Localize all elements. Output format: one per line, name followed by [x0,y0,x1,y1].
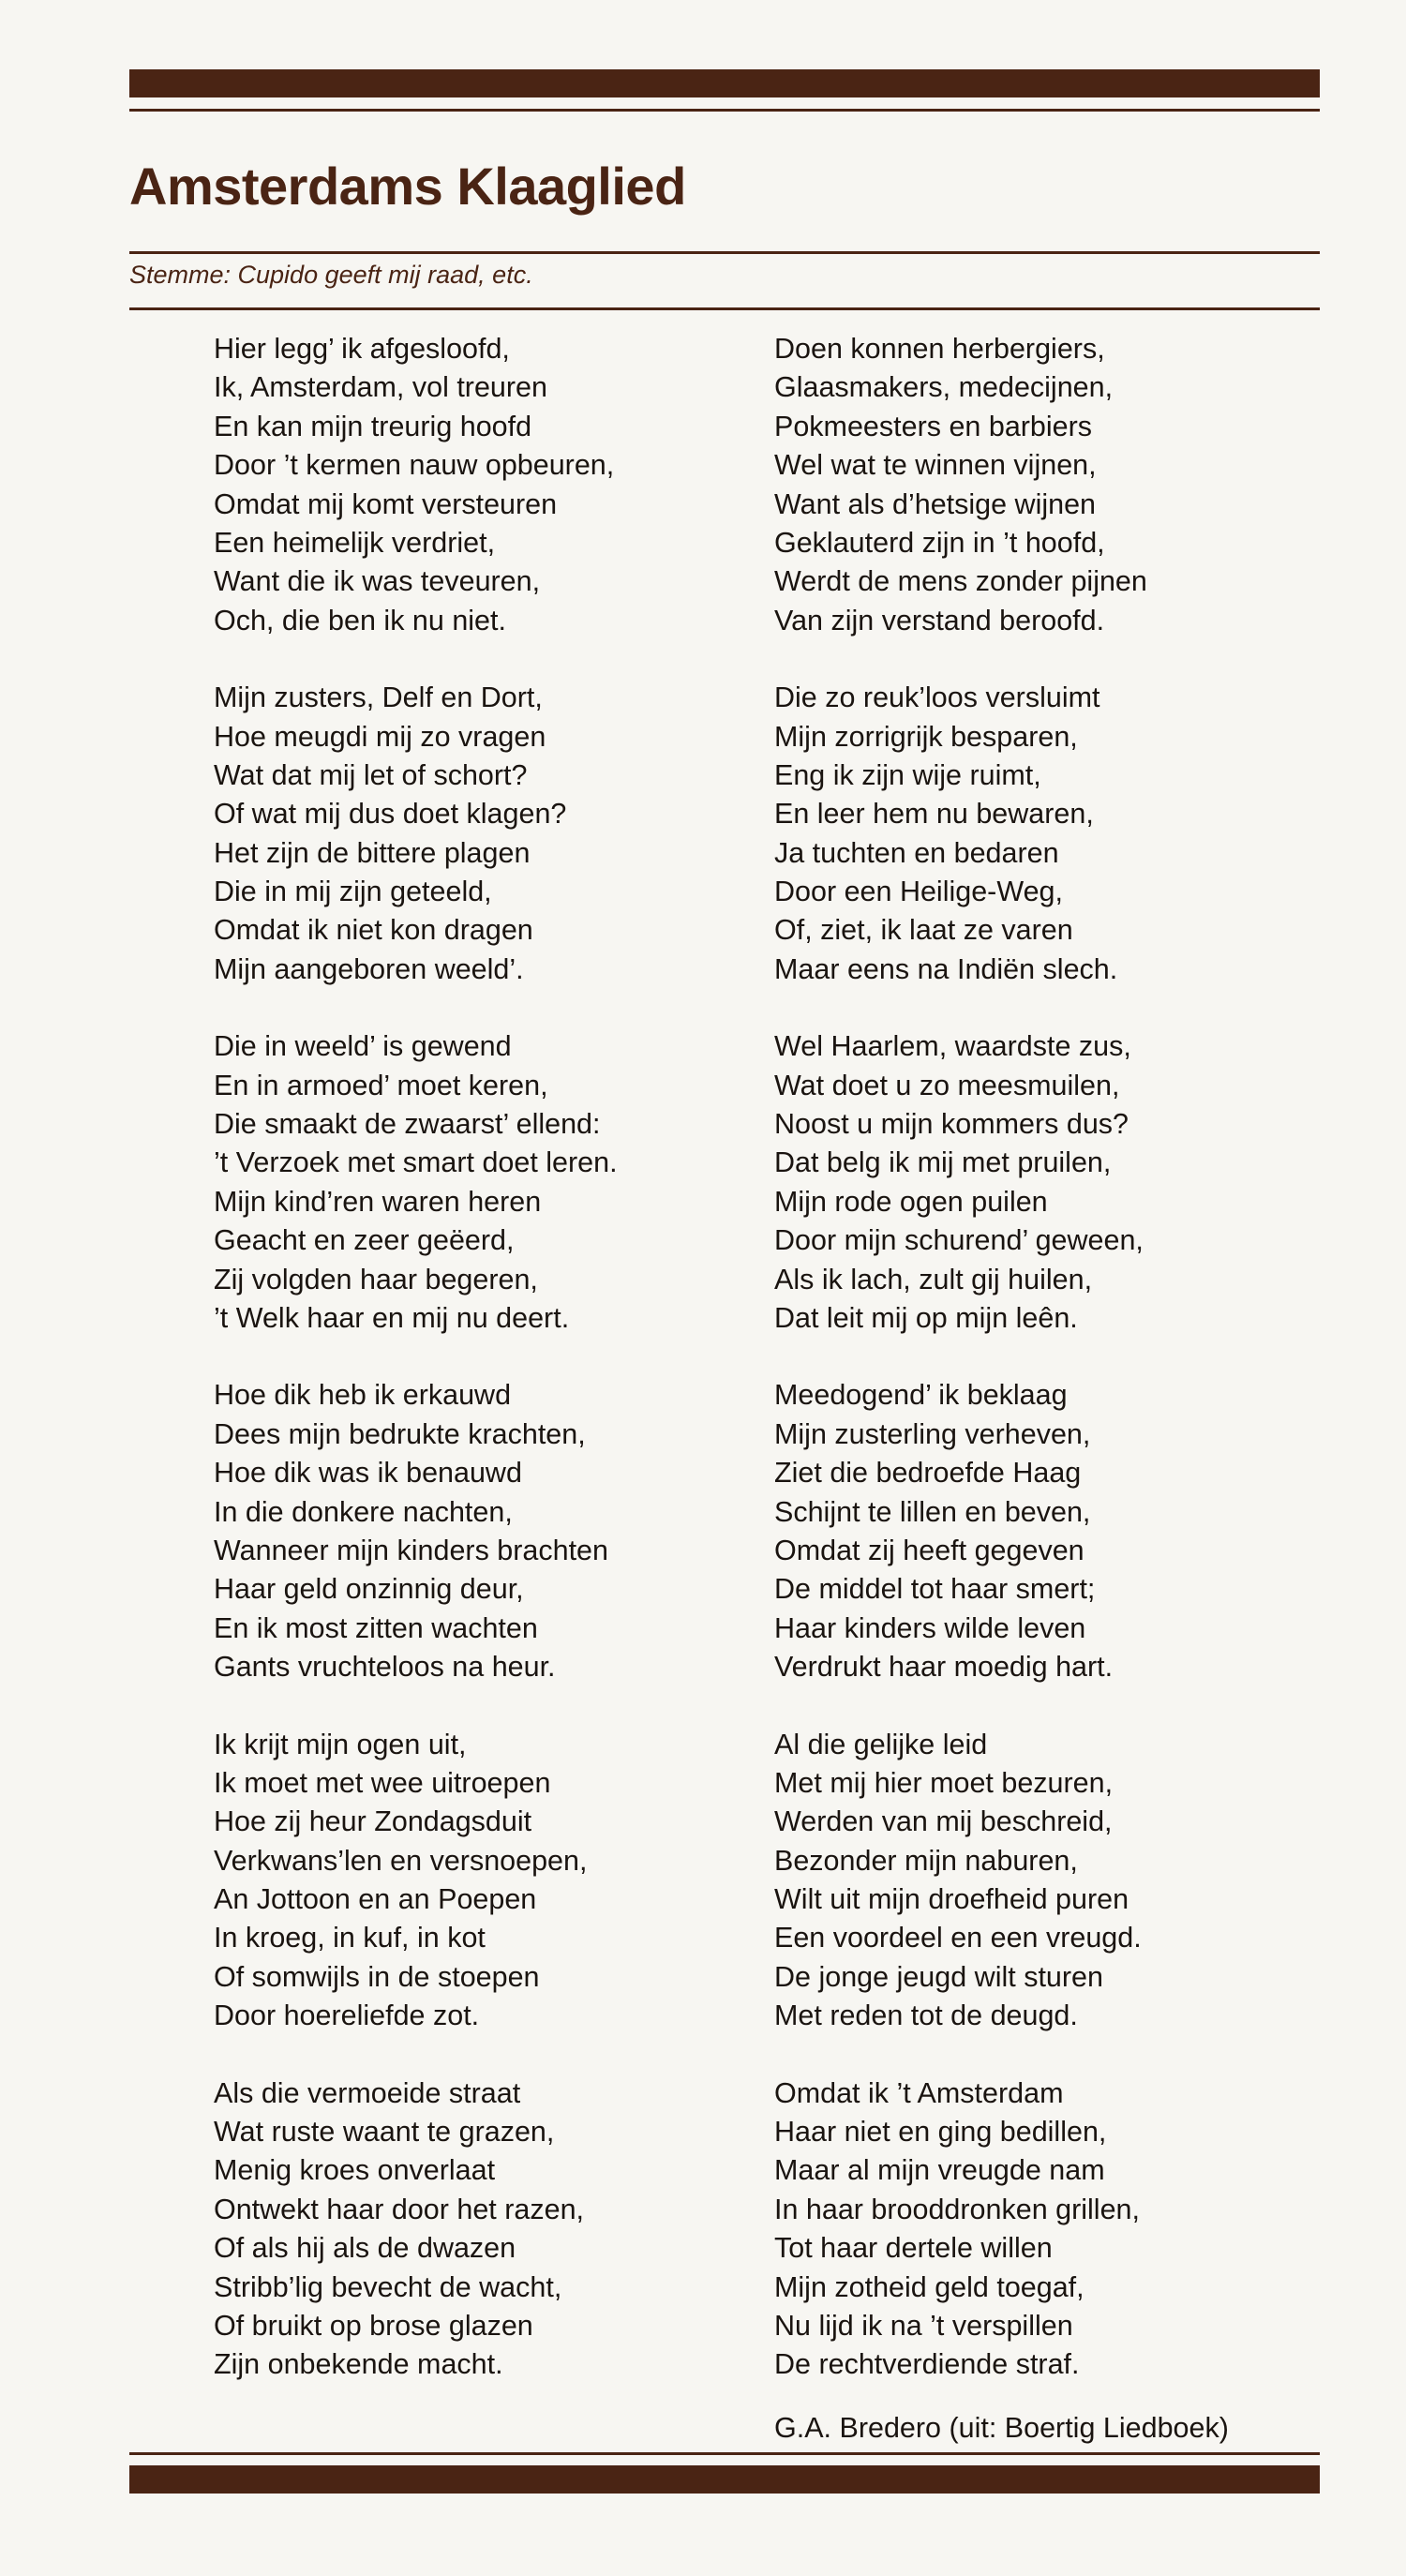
verse-line: An Jottoon en an Poepen [214,1883,537,1916]
verse-line: Werden van mij beschreid, [774,1805,1113,1838]
verse-line: Ziet die bedroefde Haag [774,1457,1082,1490]
right-column [774,330,1374,2423]
verse-line: Die in mij zijn geteeld, [214,876,492,908]
verse-line: Meedogend’ ik beklaag [774,1379,1068,1412]
bottom-rule [129,2452,1320,2455]
attribution: G.A. Bredero (uit: Boertig Liedboek) [774,2412,1229,2444]
verse-line: En ik most zitten wachten [214,1611,538,1644]
verse-line: Hoe dik heb ik erkauwd [214,1379,512,1412]
verse-line: Ja tuchten en bedaren [774,836,1059,869]
verse-line: Mijn kind’ren waren heren [214,1185,542,1218]
verse-line: Eng ik zijn wije ruimt, [774,758,1041,791]
verse-line: Als die vermoeide straat [214,2076,521,2109]
verse-line: Een heimelijk verdriet, [214,526,496,559]
verse-line: Haar kinders wilde leven [774,1611,1086,1644]
verse-line: Tot haar dertele willen [774,2232,1053,2265]
verse-line: De jonge jeugd wilt sturen [774,1960,1103,1993]
verse-line: Van zijn verstand beroofd. [774,604,1105,637]
verse-line: Gants vruchteloos na heur. [214,1651,556,1684]
verse-line: Want die ik was teveuren, [214,565,541,598]
verse-line: Ontwekt haar door het razen, [214,2193,585,2225]
verse-line: Wat doet u zo meesmuilen, [774,1069,1120,1101]
verse-line: De rechtverdiende straf. [774,2348,1080,2381]
stanza [774,1726,1374,2036]
verse-line: Het zijn de bittere plagen [214,836,531,869]
verse-line: Hoe meugdi mij zo vragen [214,720,546,753]
verse-line: Die in weeld’ is gewend [214,1030,512,1063]
verse-line: Wat dat mij let of schort? [214,758,528,791]
verse-line: Hier legg’ ik afgesloofd, [214,333,510,365]
verse-line: Maar al mijn vreugde nam [774,2154,1105,2187]
stanza [774,2074,1374,2385]
stanza [214,330,814,640]
stanza [774,330,1374,640]
stanza [214,2074,814,2385]
verse-line: Menig kroes onverlaat [214,2154,496,2187]
stanza [214,679,814,989]
verse-line: Noost u mijn kommers dus? [774,1108,1129,1141]
stanza [774,1027,1374,1338]
verse-line: Dat belg ik mij met pruilen, [774,1146,1112,1179]
verse-line: Omdat ik ’t Amsterdam [774,2076,1064,2109]
verse-line: Pokmeesters en barbiers [774,410,1093,442]
verse-line: Zijn onbekende macht. [214,2348,503,2381]
verse-line: Of wat mij dus doet klagen? [214,798,567,831]
verse-line: En kan mijn treurig hoofd [214,410,532,442]
verse-line: In kroeg, in kuf, in kot [214,1922,486,1954]
verse-line: De middel tot haar smert; [774,1573,1096,1606]
left-column [214,330,814,2423]
verse-line: Verdrukt haar moedig hart. [774,1651,1114,1684]
verse-line: Zij volgden haar begeren, [214,1263,538,1295]
verse-line: Wat ruste waant te grazen, [214,2116,555,2149]
verse-line: ’t Welk haar en mij nu deert. [214,1301,570,1334]
stanza [214,1726,814,2036]
title-rule [129,251,1320,254]
verse-line: Och, die ben ik nu niet. [214,604,506,637]
verse-line: Door ’t kermen nauw opbeuren, [214,449,615,482]
verse-line: Met reden tot de deugd. [774,1999,1078,2032]
verse-line: Geacht en zeer geëerd, [214,1224,515,1257]
verse-line: Verkwans’len en versnoepen, [214,1844,588,1877]
verse-line: Maar eens na Indiën slech. [774,952,1118,985]
verse-line: Hoe zij heur Zondagsduit [214,1805,532,1838]
verse-line: Als ik lach, zult gij huilen, [774,1263,1093,1295]
verse-line: Ik, Amsterdam, vol treuren [214,371,547,404]
verse-line: Ik krijt mijn ogen uit, [214,1728,467,1760]
tune-rule [129,307,1320,310]
verse-line: Mijn zusters, Delf en Dort, [214,681,543,714]
verse-line: Die smaakt de zwaarst’ ellend: [214,1108,601,1141]
verse-line: Dat leit mij op mijn leên. [774,1301,1078,1334]
verse-line: Glaasmakers, medecijnen, [774,371,1114,404]
verse-line: Wel Haarlem, waardste zus, [774,1030,1131,1063]
verse-line: Nu lijd ik na ’t verspillen [774,2309,1073,2342]
top-rule [129,109,1320,112]
verse-line: Ik moet met wee uitroepen [214,1766,551,1799]
verse-line: Mijn aangeboren weeld’. [214,952,524,985]
stanza [214,1376,814,1686]
page-title: Amsterdams Klaaglied [129,157,686,216]
verse-line: Of, ziet, ik laat ze varen [774,914,1073,947]
verse-line: Bezonder mijn naburen, [774,1844,1078,1877]
verse-line: Wilt uit mijn droefheid puren [774,1883,1129,1916]
verse-line: En in armoed’ moet keren, [214,1069,548,1101]
verse-line: Dees mijn bedrukte krachten, [214,1417,586,1450]
verse-line: ’t Verzoek met smart doet leren. [214,1146,618,1179]
verse-line: Doen konnen herbergiers, [774,333,1105,365]
verse-line: Door mijn schurend’ geween, [774,1224,1144,1257]
stanza [214,1027,814,1338]
verse-line: Schijnt te lillen en beven, [774,1495,1091,1528]
verse-line: Stribb’lig bevecht de wacht, [214,2270,562,2303]
verse-line: Omdat ik niet kon dragen [214,914,533,947]
verse-line: Een voordeel en een vreugd. [774,1922,1142,1954]
verse-line: Door hoereliefde zot. [214,1999,480,2032]
verse-line: Haar niet en ging bedillen, [774,2116,1107,2149]
verse-line: Mijn rode ogen puilen [774,1185,1048,1218]
verse-line: Wel wat te winnen vijnen, [774,449,1097,482]
tune-note: Stemme: Cupido geeft mij raad, etc. [129,261,533,289]
verse-line: En leer hem nu bewaren, [774,798,1094,831]
verse-line: In haar brooddronken grillen, [774,2193,1140,2225]
verse-line: Want als d’hetsige wijnen [774,487,1097,520]
verse-line: Wanneer mijn kinders brachten [214,1534,608,1566]
verse-line: Mijn zorrigrijk besparen, [774,720,1078,753]
verse-line: Geklauterd zijn in ’t hoofd, [774,526,1105,559]
verse-line: Mijn zotheid geld toegaf, [774,2270,1084,2303]
verse-line: Mijn zusterling verheven, [774,1417,1091,1450]
top-decorative-bar [129,69,1320,97]
verse-line: Met mij hier moet bezuren, [774,1766,1114,1799]
verse-line: Haar geld onzinnig deur, [214,1573,524,1606]
verse-line: Hoe dik was ik benauwd [214,1457,522,1490]
verse-line: Of somwijls in de stoepen [214,1960,540,1993]
verse-line: Omdat zij heeft gegeven [774,1534,1084,1566]
verse-line: Door een Heilige-Weg, [774,876,1063,908]
verse-line: Of als hij als de dwazen [214,2232,516,2265]
verse-line: Omdat mij komt versteuren [214,487,558,520]
stanza [774,1376,1374,1686]
verse-line: Die zo reuk’loos versluimt [774,681,1100,714]
verse-line: In die donkere nachten, [214,1495,513,1528]
verse-line: Al die gelijke leid [774,1728,988,1760]
bottom-decorative-bar [129,2465,1320,2494]
stanza [774,679,1374,989]
verse-line: Of bruikt op brose glazen [214,2309,533,2342]
verse-line: Werdt de mens zonder pijnen [774,565,1147,598]
